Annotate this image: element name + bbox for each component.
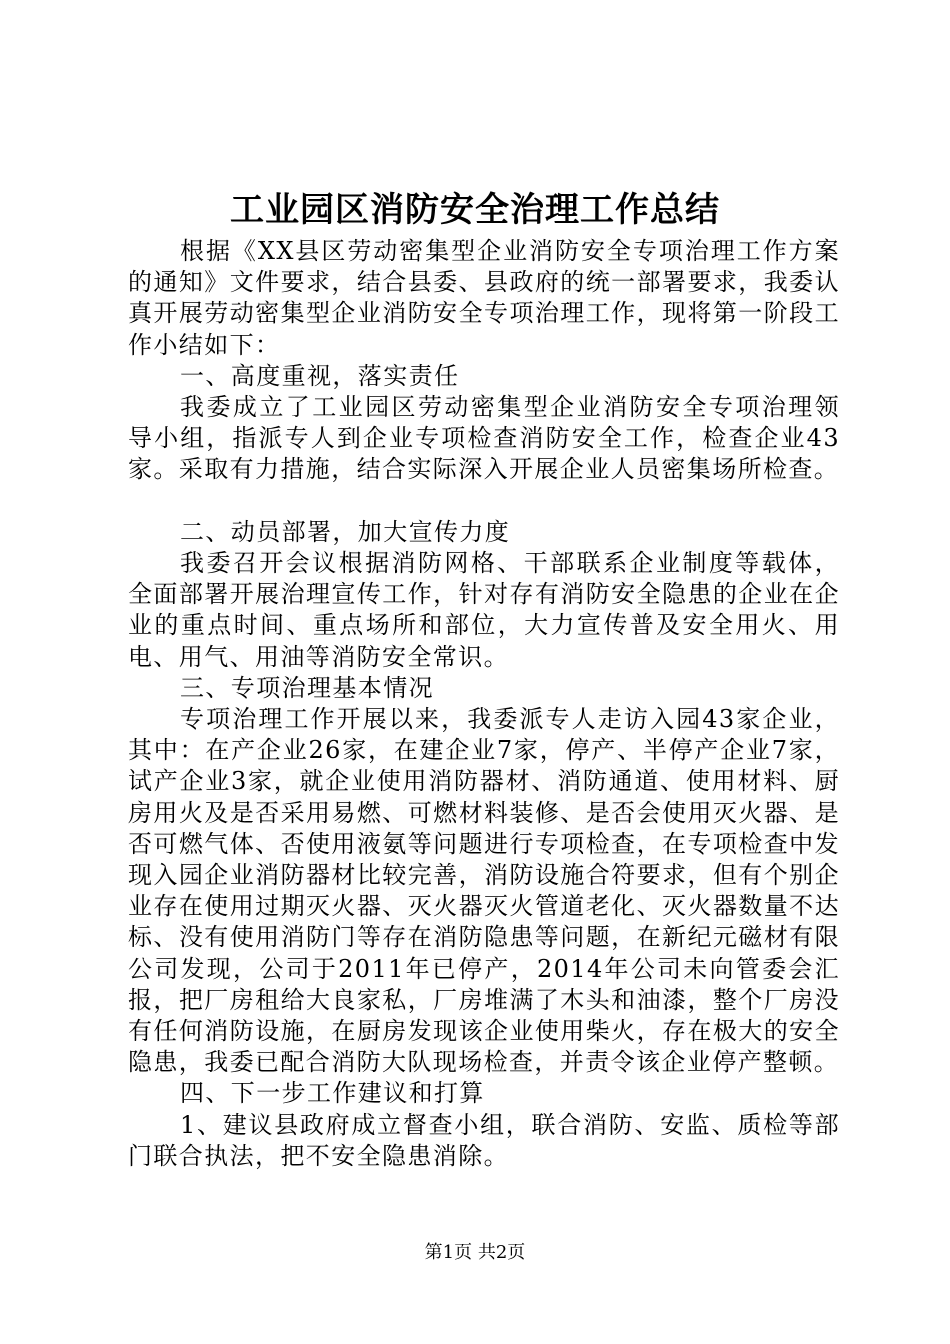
section-3-paragraph: 专项治理工作开展以来，我委派专人走访入园43家企业，其中：在产企业26家，在建企业7家，停产、半停产企业7家，试产企业3家，就企业使用消防器材、消防通道、使用材料、厨房用火及是否采用易燃、可燃材料装修、是否会使用灭火器、是否可燃气体、否使用液氨等问题进行专项检查，在专项检查中发现入园企业消防器材比较完善，消防设施合符要求，但有个别企业存在使用过期灭火器、灭火器灭火管道老化、灭火器数量不达标、没有使用消防门等存在消防隐患等问题，在新纪元磁材有限公司发现，公司于2011年已停产，2014年公司未向管委会汇报，把厂房租给大良家私，厂房堆满了木头和油漆，整个厂房没有任何消防设施，在厨房发现该企业使用柴火，存在极大的安全隐患，我委已配合消防大队现场检查，并责令该企业停产整顿。 — [128, 705, 840, 1077]
section-2-paragraph: 我委召开会议根据消防网格、干部联系企业制度等载体，全面部署开展治理宣传工作，针对存有消防安全隐患的企业在企业的重点时间、重点场所和部位，大力宣传普及安全用火、用电、用气、用油等消防安全常识。 — [128, 549, 840, 671]
document-title: 工业园区消防安全治理工作总结 — [230, 190, 720, 230]
page-indicator: 第1页 共2页 — [424, 1242, 526, 1263]
document-body — [128, 236, 840, 1172]
section-2-heading: 二、动员部署，加大宣传力度 — [180, 517, 511, 546]
intro-paragraph: 根据《XX县区劳动密集型企业消防安全专项治理工作方案的通知》文件要求，结合县委、县政府的统一部署要求，我委认真开展劳动密集型企业消防安全专项治理工作，现将第一阶段工作小结如下： — [128, 237, 840, 359]
section-4-heading: 四、下一步工作建议和打算 — [180, 1079, 485, 1108]
paragraph-spacer — [128, 486, 840, 517]
section-1-paragraph: 我委成立了工业园区劳动密集型企业消防安全专项治理领导小组，指派专人到企业专项检查消防安全工作，检查企业43家。采取有力措施，结合实际深入开展企业人员密集场所检查。 — [128, 393, 840, 484]
section-4-paragraph: 1、建议县政府成立督查小组，联合消防、安监、质检等部门联合执法，把不安全隐患消除。 — [128, 1110, 840, 1170]
section-1-heading: 一、高度重视，落实责任 — [180, 361, 460, 390]
section-3-heading: 三、专项治理基本情况 — [180, 673, 434, 702]
